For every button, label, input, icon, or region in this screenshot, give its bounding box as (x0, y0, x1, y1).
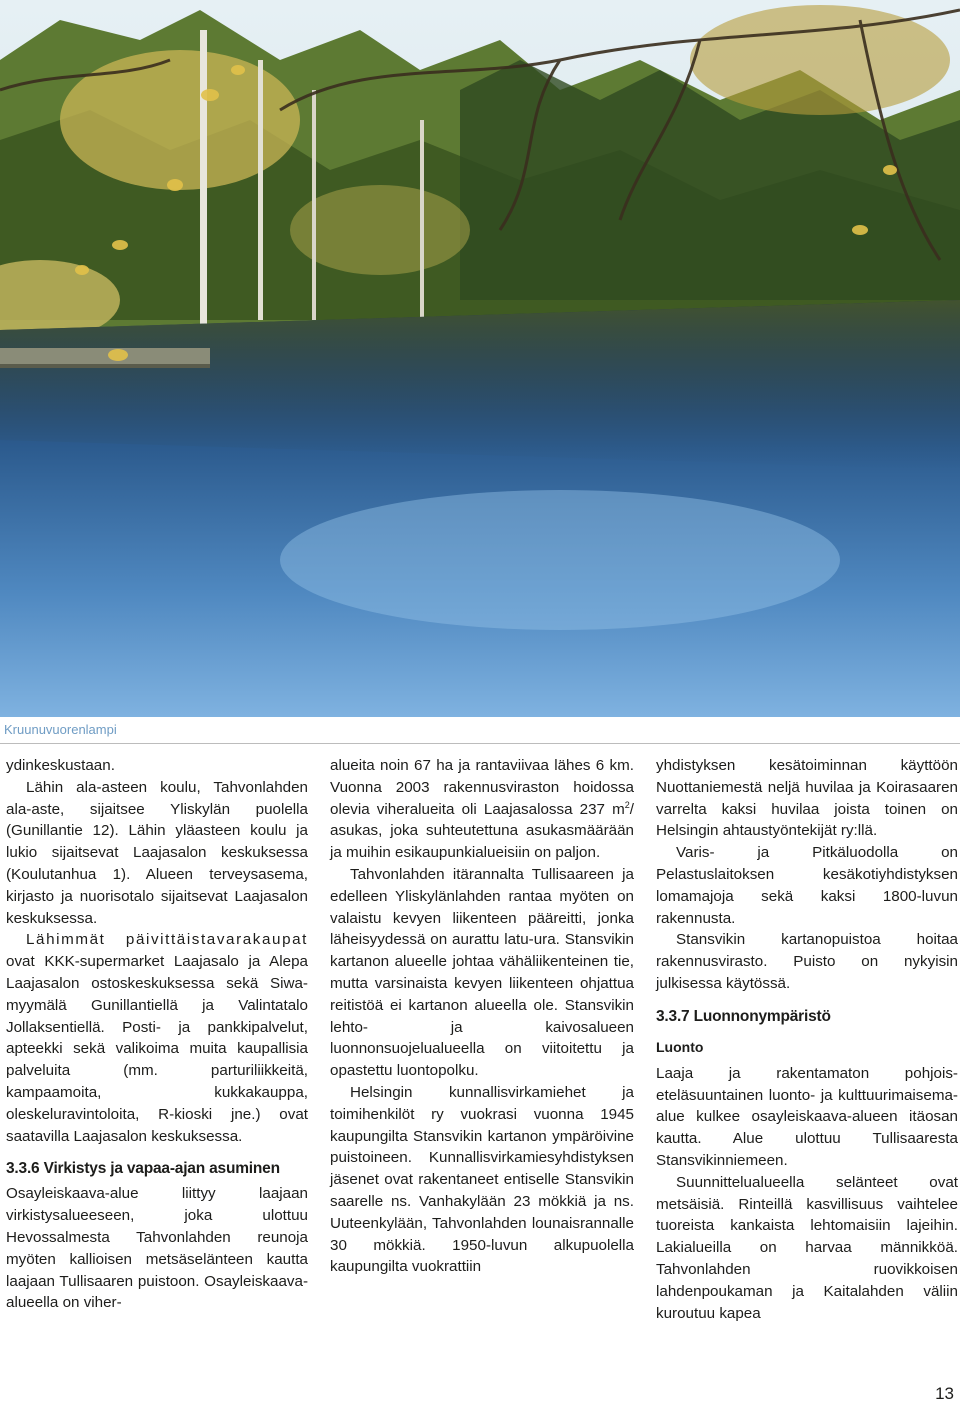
paragraph: Suunnittelualueella selänteet ovat metsäisiä. Rinteillä kasvillisuus vaihtelee tuoreista kankaista lehtomaisiin lajeihin. Lakialueilla on harvaa männikköä. Tahvonlahden ruovikkoisen lahdenpoukaman ja Kaitalahden väliin kuroutuu kapea (656, 1173, 958, 1322)
paragraph (6, 929, 308, 1147)
caption-divider (0, 743, 960, 744)
subsection-heading: Luonto (656, 1038, 704, 1055)
paragraph: ydinkeskustaan. (6, 757, 115, 774)
paragraph-text: / asukas, joka suhteutettuna asukasmäärään ja muihin esikaupunkialueisiin on paljon. (330, 800, 634, 862)
section-heading: 3.3.7 Luonnonympäristö (656, 1007, 831, 1025)
page-number: 13 (935, 1384, 954, 1403)
paragraph: Varis- ja Pitkäluodolla on Pelastuslaitoksen kesäkotiyhdistyksen lomamajoja sekä kaksi 1800-luvun rakennusta. (656, 844, 958, 927)
photo-caption: Kruunuvuorenlampi (4, 722, 117, 737)
paragraph-rest: ovat KKK-supermarket Laajasalo ja Alepa Laajasalon ostoskeskuksessa sekä Siwa-myymälä Gunillantiellä ja Valintatalo Jollaksentiellä. Posti- ja pankkipalvelut, apteekki sekä valikoima muita kaupallisia palveluita (mm. parturiliikkeitä, kampaamoita, kukkakauppa, oleskeluravintoloita, R-kioski jne.) ovat saatavilla Laajasalon keskuksessa. (6, 953, 308, 1145)
text-column-middle (330, 755, 634, 1278)
section-heading: 3.3.6 Virkistys ja vapaa-ajan asuminen (6, 1160, 280, 1178)
paragraph (330, 755, 634, 864)
paragraph-lead: Lähimmät päivittäistavarakaupat (26, 931, 308, 949)
paragraph: Osayleiskaava-alue liittyy laajaan virkistysalueeseen, joka ulottuu Hevossalmesta Tahvonlahden reunoja myöten kallioisen metsäselänteen kautta laajaan Tullisaaren puistoon. Osayleiskaava-alueella on viher- (6, 1185, 308, 1312)
paragraph: Laaja ja rakentamaton pohjois-eteläsuuntainen luonto- ja kulttuurimaisema-alue kulkee osayleiskaava-alueen itäosan kautta. Alue ulottuu Tullisaaresta Stansvikinniemeen. (656, 1064, 958, 1169)
paragraph: Tahvonlahden itärannalta Tullisaareen ja edelleen Yliskylänlahden rantaa myöten on valaistu kevyen liikenteen pääreitti, jonka läheisyydessä on aurattu latu-ura. Stansvikin kartanon alueelle johtaa vähäliikenteinen tie, mutta varsinaista kevyen liikenteen ohjattua reitistöä ei kartanon alueella ole. Stansvikin lehto- ja kaivosalueen luonnonsuojelualueella on viitoitettu ja opastettu luontopolku. (330, 865, 634, 1080)
superscript: 2 (624, 799, 630, 810)
text-column-right (656, 755, 958, 1324)
paragraph: yhdistyksen kesätoiminnan käyttöön Nuottaniemestä neljä huvilaa ja Koirasaaren varrelta kaksi huvilaa joista toinen on Helsingin ahtaustyöntekijät ry:llä. (656, 757, 958, 840)
paragraph: Stansvikin kartanopuistoa hoitaa rakennusvirasto. Puisto on nykyisin julkisessa käytössä. (656, 931, 958, 992)
paragraph-text: alueita noin 67 ha ja rantaviivaa lähes 6 km. Vuonna 2003 rakennusviraston hoidossa olevia viheralueita oli Laajasalossa 237 m (330, 757, 634, 818)
paragraph: Helsingin kunnallisvirkamiehet ja toimihenkilöt ry vuokrasi vuonna 1945 kaupungilta Stansvikin kartanon ympäröivine puistoineen. Kunnallisvirkamiesyhdistyksen jäsenet ovat rakentaneet entiselle Stansvikin saarelle ns. Vanhakylään 23 mökkiä ja ns. Uuteenkylään, Tahvonlahden lounaisrannalle 30 mökkiä. 1950-luvun alkupuolella kaupungilta vuokrattiin (330, 1083, 634, 1276)
paragraph: Lähin ala-asteen koulu, Tahvonlahden ala-aste, sijaitsee Yliskylän puolella (Gunillantie 12). Lähin yläasteen koulu ja lukio sijaitsevat Laajasalon keskuksessa (Koulutanhua 1). Alueen terveysasema, kirjasto ja nuorisotalo sijaitsevat Laajasalon keskuksessa. (6, 778, 308, 927)
text-column-left (6, 755, 308, 1314)
